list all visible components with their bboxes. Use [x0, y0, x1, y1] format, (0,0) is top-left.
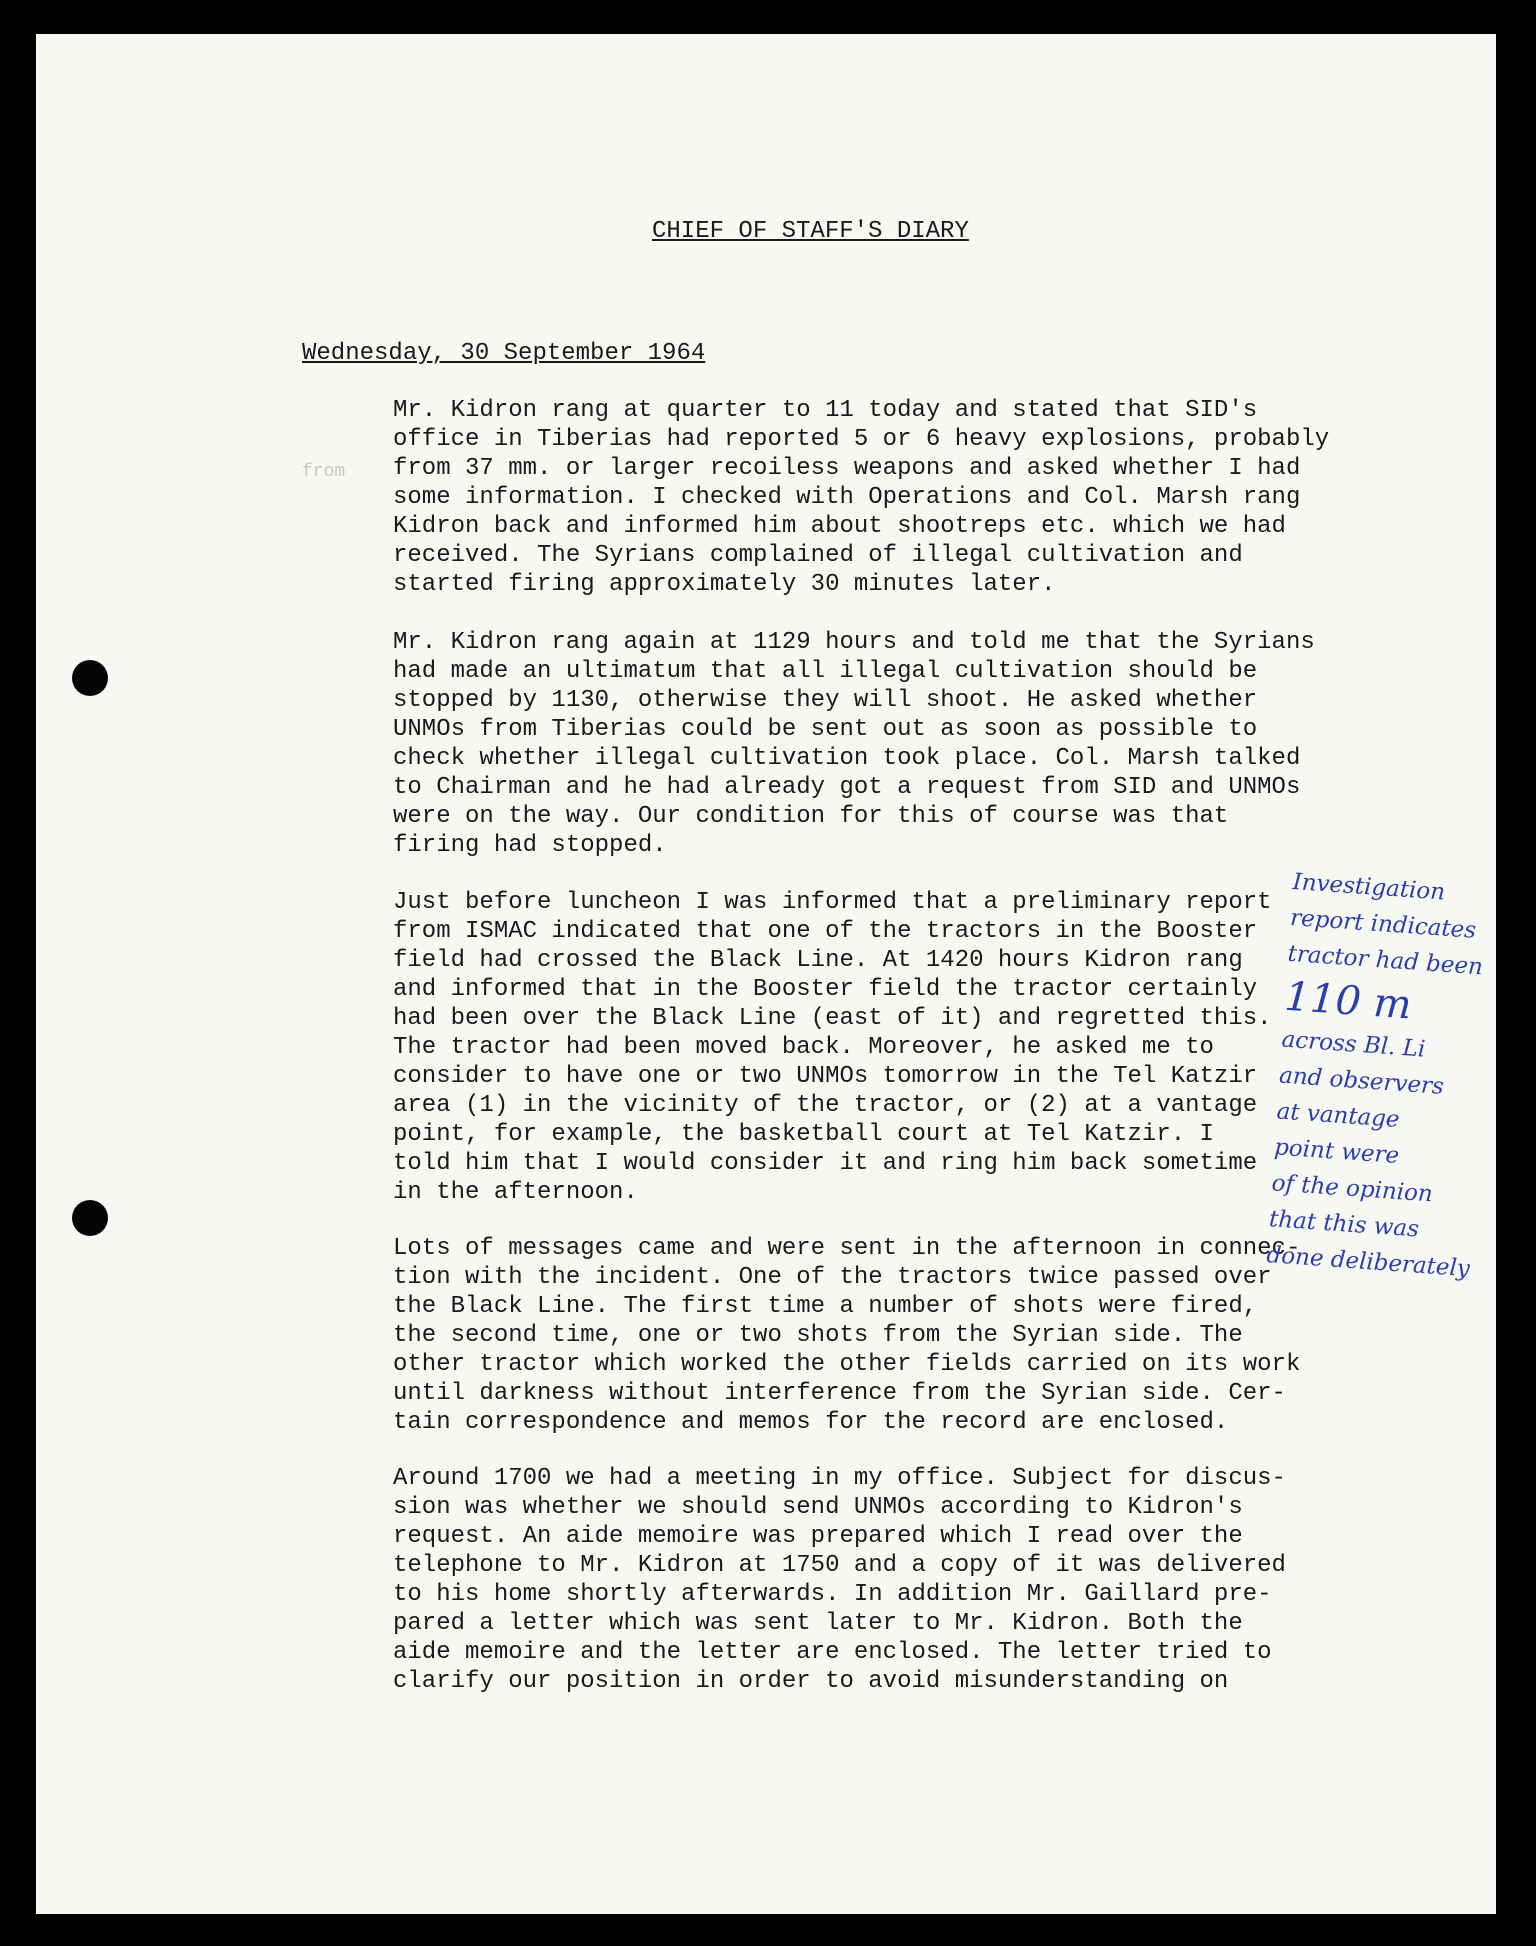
text-line: to Chairman and he had already got a request from SID and UNMOs: [393, 774, 1301, 801]
text-line: the second time, one or two shots from the Syrian side. The: [393, 1322, 1243, 1349]
handwritten-line: that this was: [1268, 1206, 1420, 1243]
text-line: Just before luncheon I was informed that a preliminary report: [393, 889, 1272, 916]
handwritten-note: [1265, 864, 1533, 1290]
paragraph-4: [393, 1234, 1300, 1437]
text-line: Lots of messages came and were sent in the afternoon in connec-: [393, 1235, 1301, 1262]
text-line: and informed that in the Booster field the tractor certainly: [393, 976, 1258, 1003]
text-line: office in Tiberias had reported 5 or 6 heavy explosions, probably: [393, 426, 1330, 453]
text-line: were on the way. Our condition for this of course was that: [393, 803, 1229, 830]
handwritten-line: and observers: [1278, 1062, 1445, 1100]
handwritten-line: report indicates: [1289, 904, 1477, 944]
text-line: request. An aide memoire was prepared which I read over the: [393, 1523, 1243, 1550]
diary-date: Wednesday, 30 September 1964: [302, 340, 706, 367]
text-line: stopped by 1130, otherwise they will shoot. He asked whether: [393, 687, 1258, 714]
text-line: Kidron back and informed him about shootreps etc. which we had: [393, 513, 1286, 540]
text-line: the Black Line. The first time a number of shots were fired,: [393, 1293, 1258, 1320]
faint-margin-text: from: [302, 462, 346, 482]
text-line: started firing approximately 30 minutes later.: [393, 571, 1056, 598]
handwritten-line: Investigation: [1291, 868, 1446, 906]
text-line: clarify our position in order to avoid misunderstanding on: [393, 1668, 1229, 1695]
paragraph-3: [393, 888, 1272, 1207]
text-line: point, for example, the basketball court at Tel Katzir. I: [393, 1121, 1214, 1148]
text-line: firing had stopped.: [393, 832, 667, 859]
handwritten-line: at vantage: [1275, 1098, 1401, 1133]
handwritten-line: point were: [1273, 1134, 1400, 1170]
text-line: in the afternoon.: [393, 1179, 638, 1206]
text-line: check whether illegal cultivation took place. Col. Marsh talked: [393, 745, 1301, 772]
text-line: tion with the incident. One of the tractors twice passed over: [393, 1264, 1272, 1291]
handwritten-line: done deliberately: [1265, 1242, 1471, 1283]
text-line: received. The Syrians complained of illegal cultivation and: [393, 542, 1243, 569]
paragraph-1: [393, 396, 1329, 599]
document-page: [36, 34, 1496, 1914]
text-line: some information. I checked with Operations and Col. Marsh rang: [393, 484, 1301, 511]
text-line: sion was whether we should send UNMOs according to Kidron's: [393, 1494, 1243, 1521]
text-line: consider to have one or two UNMOs tomorrow in the Tel Katzir: [393, 1063, 1258, 1090]
text-line: other tractor which worked the other fields carried on its work: [393, 1351, 1301, 1378]
text-line: Around 1700 we had a meeting in my office. Subject for discus-: [393, 1465, 1286, 1492]
text-line: tain correspondence and memos for the record are enclosed.: [393, 1409, 1229, 1436]
text-line: had made an ultimatum that all illegal cultivation should be: [393, 658, 1258, 685]
handwritten-line: tractor had been: [1286, 940, 1484, 981]
paragraph-2: [393, 628, 1315, 860]
text-line: told him that I would consider it and ring him back sometime: [393, 1150, 1258, 1177]
binder-hole-icon: [72, 660, 108, 696]
text-line: until darkness without interference from the Syrian side. Cer-: [393, 1380, 1286, 1407]
handwritten-line: of the opinion: [1270, 1170, 1434, 1208]
text-line: area (1) in the vicinity of the tractor, or (2) at a vantage: [393, 1092, 1258, 1119]
binder-hole-icon: [72, 1200, 108, 1236]
text-line: Mr. Kidron rang again at 1129 hours and told me that the Syrians: [393, 629, 1315, 656]
handwritten-line: across Bl. Li: [1280, 1026, 1427, 1063]
text-line: aide memoire and the letter are enclosed. The letter tried to: [393, 1639, 1272, 1666]
text-line: to his home shortly afterwards. In addition Mr. Gaillard pre-: [393, 1581, 1272, 1608]
paragraph-5: [393, 1464, 1286, 1696]
text-line: pared a letter which was sent later to Mr. Kidron. Both the: [393, 1610, 1243, 1637]
handwritten-line: 110 m: [1283, 973, 1414, 1029]
document-title: CHIEF OF STAFF'S DIARY: [652, 218, 969, 245]
text-line: telephone to Mr. Kidron at 1750 and a copy of it was delivered: [393, 1552, 1286, 1579]
text-line: from ISMAC indicated that one of the tractors in the Booster: [393, 918, 1258, 945]
text-line: UNMOs from Tiberias could be sent out as soon as possible to: [393, 716, 1258, 743]
text-line: Mr. Kidron rang at quarter to 11 today and stated that SID's: [393, 397, 1258, 424]
text-line: had been over the Black Line (east of it) and regretted this.: [393, 1005, 1272, 1032]
text-line: The tractor had been moved back. Moreover, he asked me to: [393, 1034, 1214, 1061]
text-line: field had crossed the Black Line. At 1420 hours Kidron rang: [393, 947, 1243, 974]
text-line: from 37 mm. or larger recoiless weapons and asked whether I had: [393, 455, 1301, 482]
